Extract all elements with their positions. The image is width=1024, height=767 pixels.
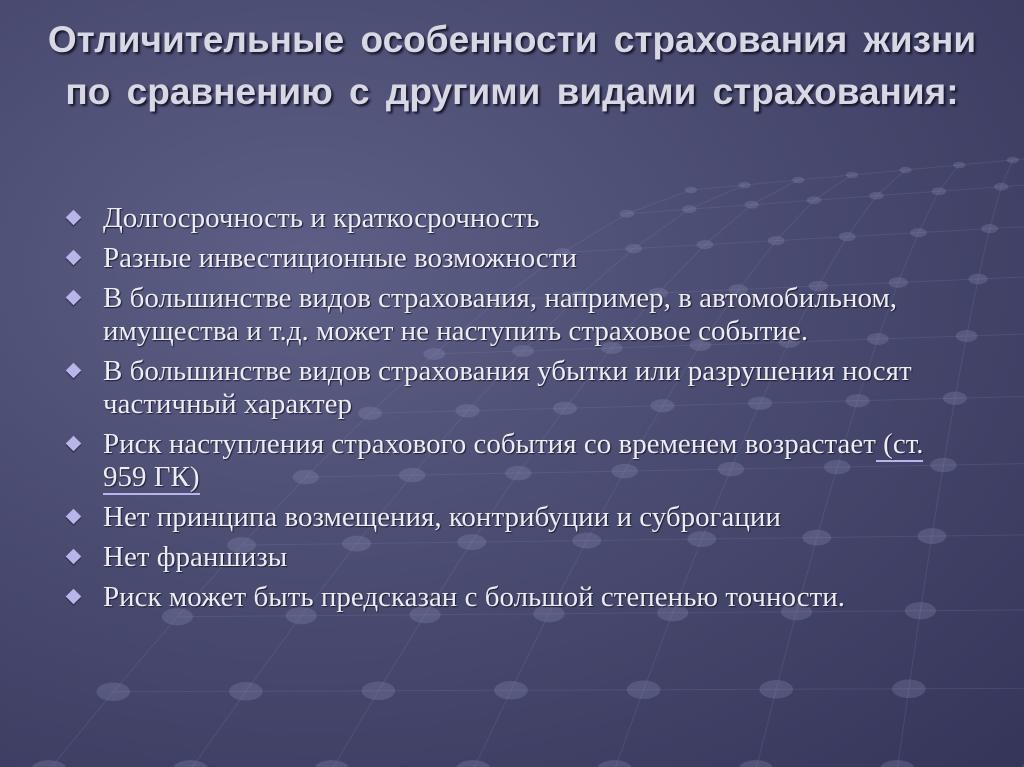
background-dot [759,680,793,698]
diamond-bullet-icon [66,509,82,525]
legal-reference-note: (ст. 959 ГК) [103,428,924,493]
slide-title: Отличительные особенности страхования жизни по сравнению с другими видами страхования: [47,19,977,112]
background-dot [494,681,528,699]
background-dot [932,187,946,195]
bullet-text: Риск может быть предсказан с большой степенью точности. [103,581,846,613]
background-dot [900,167,912,174]
diamond-bullet-icon [66,589,82,605]
background-dot [96,683,130,701]
bullet-text: Долгосрочность и краткосрочность [103,202,540,234]
background-dot [969,274,988,285]
bullet-text: Нет франшизы [103,541,288,573]
background-dot [792,177,804,184]
diamond-bullet-icon [66,549,82,565]
bullet-list [62,202,962,621]
background-dot [981,224,998,233]
bullet-item [62,428,962,494]
diamond-bullet-icon [66,290,82,306]
bullet-text: В большинстве видов страхования, например, в автомобильном, имущества и т.д. может не наступить страховое событие. [103,282,898,347]
background-dot [31,760,67,767]
bullet-text: В большинстве видов страхования убытки или разрушения носят частичный характер [103,355,912,420]
background-dot [869,192,883,200]
background-dot [597,760,633,767]
background-dot [685,187,697,194]
background-dot [172,760,208,767]
diamond-bullet-icon [66,210,82,226]
bullet-item [62,581,962,614]
bullet-item [62,242,962,275]
background-dot [846,172,858,179]
bullet-item [62,355,962,421]
background-dot [739,182,751,189]
background-dot [229,682,263,700]
bullet-text: Разные инвестиционные возможности [103,242,577,274]
diamond-bullet-icon [66,250,82,266]
background-dot [879,760,915,767]
background-dot [1007,157,1019,164]
background-dot [738,760,774,767]
bullet-item [62,282,962,348]
background-dot [953,162,965,169]
background-dot [892,680,926,698]
diamond-bullet-icon [66,363,82,379]
background-dot [314,760,350,767]
bullet-item [62,501,962,534]
bullet-text: Нет принципа возмещения, контрибуции и суброгации [103,501,781,533]
background-dot [627,681,661,699]
bullet-item [62,202,962,235]
diamond-bullet-icon [66,436,82,452]
background-dot [994,183,1008,191]
bullet-item [62,541,962,574]
background-dot [455,760,491,767]
background-dot [362,682,396,700]
bullet-text: Риск наступления страхового события со временем возрастает [103,428,876,460]
background-dot [1021,760,1024,767]
